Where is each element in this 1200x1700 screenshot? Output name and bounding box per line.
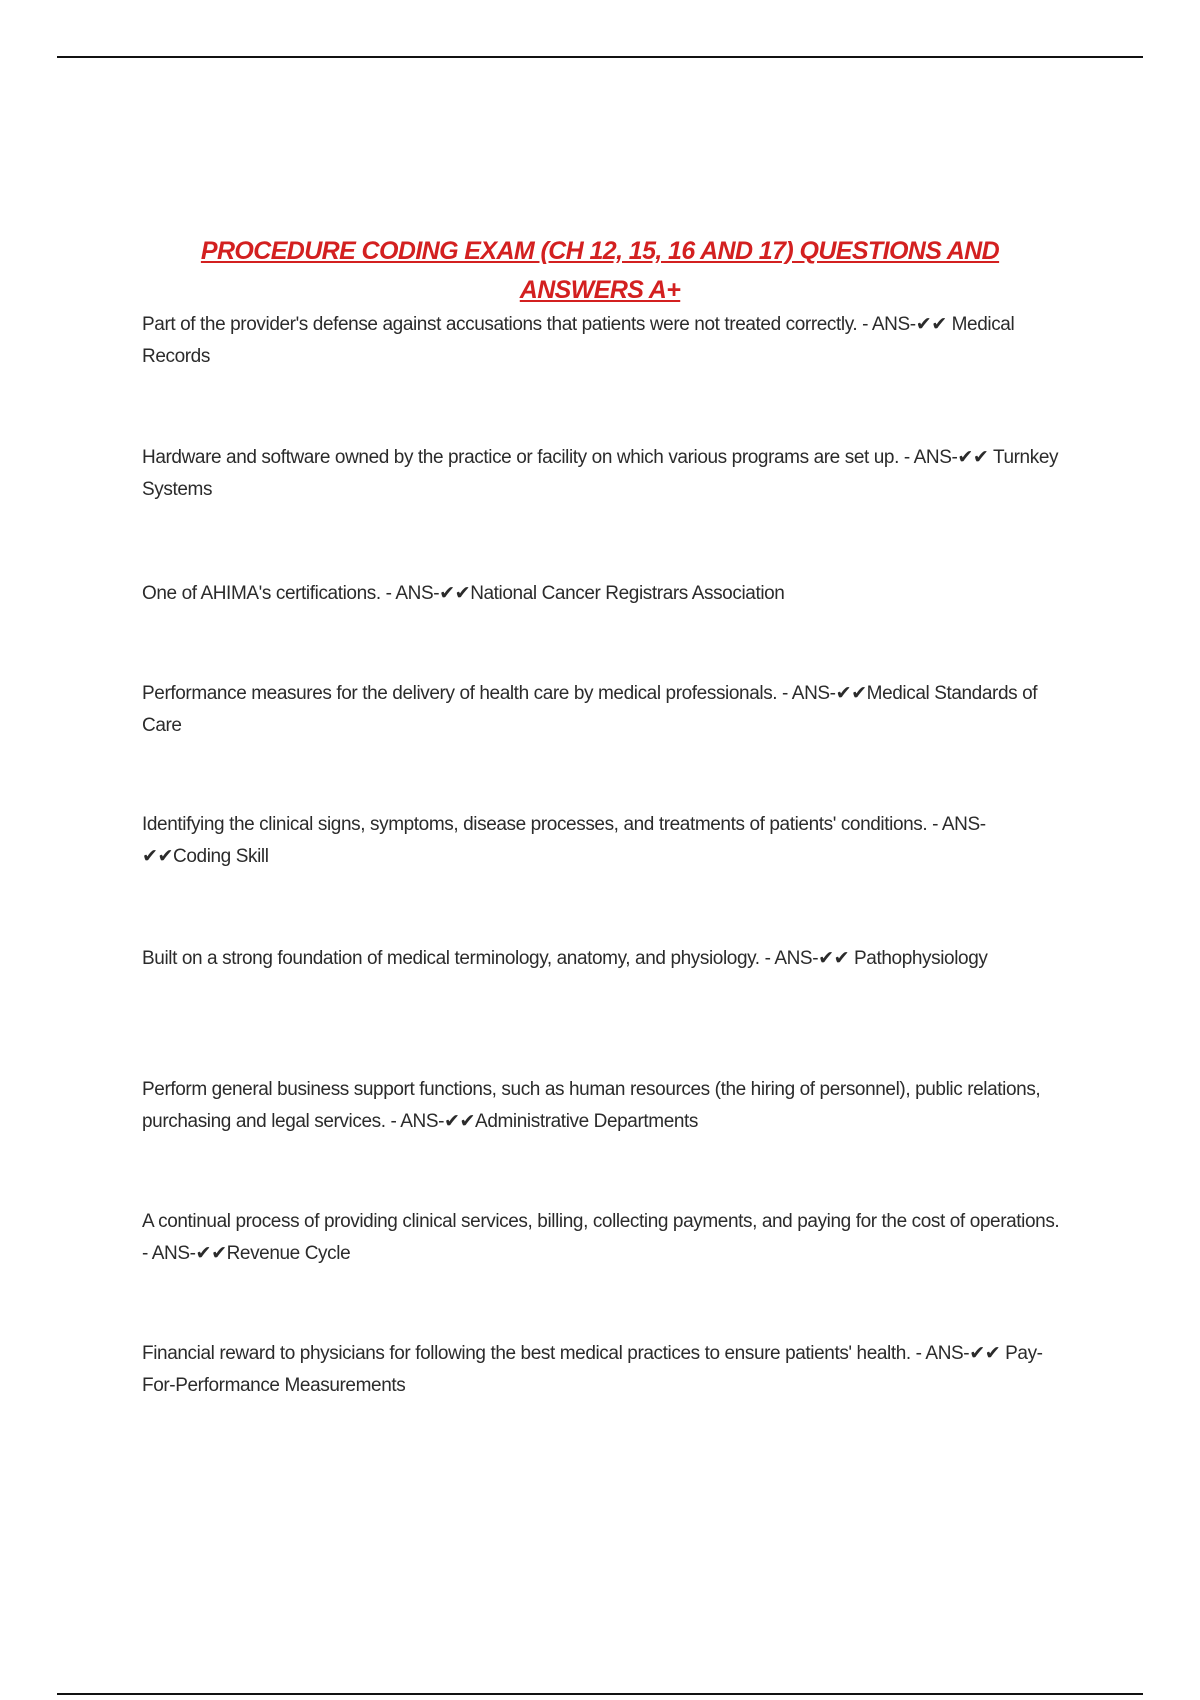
qa-item-5: Identifying the clinical signs, symptoms, disease processes, and treatments of patients' conditions. - ANS-✔✔Coding Skill [142,814,986,867]
qa-item-2: Hardware and software owned by the practice or facility on which various programs are set up. - ANS-✔✔ Turnkey Systems [142,447,1059,500]
qa-item-6: Built on a strong foundation of medical terminology, anatomy, and physiology. - ANS-✔✔ Pathophysiology [142,948,988,969]
qa-item-3: One of AHIMA's certifications. - ANS-✔✔National Cancer Registrars Association [142,583,785,604]
qa-item-8: A continual process of providing clinical services, billing, collecting payments, and paying for the cost of operations. - ANS-✔✔Revenue Cycle [142,1211,1060,1264]
bottom-rule [57,1693,1143,1695]
qa-item-7: Perform general business support functions, such as human resources (the hiring of personnel), public relations, purchasing and legal services. - ANS-✔✔Administrative Departments [142,1079,1041,1132]
qa-item-4: Performance measures for the delivery of health care by medical professionals. - ANS-✔✔Medical Standards of Care [142,683,1038,736]
document-title: PROCEDURE CODING EXAM (CH 12, 15, 16 AND 17) QUESTIONS AND ANSWERS A+ [200,236,1000,304]
qa-item-1: Part of the provider's defense against accusations that patients were not treated correctly. - ANS-✔✔ Medical Records [142,314,1015,367]
top-rule [57,56,1143,58]
qa-item-9: Financial reward to physicians for following the best medical practices to ensure patients' health. - ANS-✔✔ Pay-For-Performance Measurements [142,1343,1043,1396]
